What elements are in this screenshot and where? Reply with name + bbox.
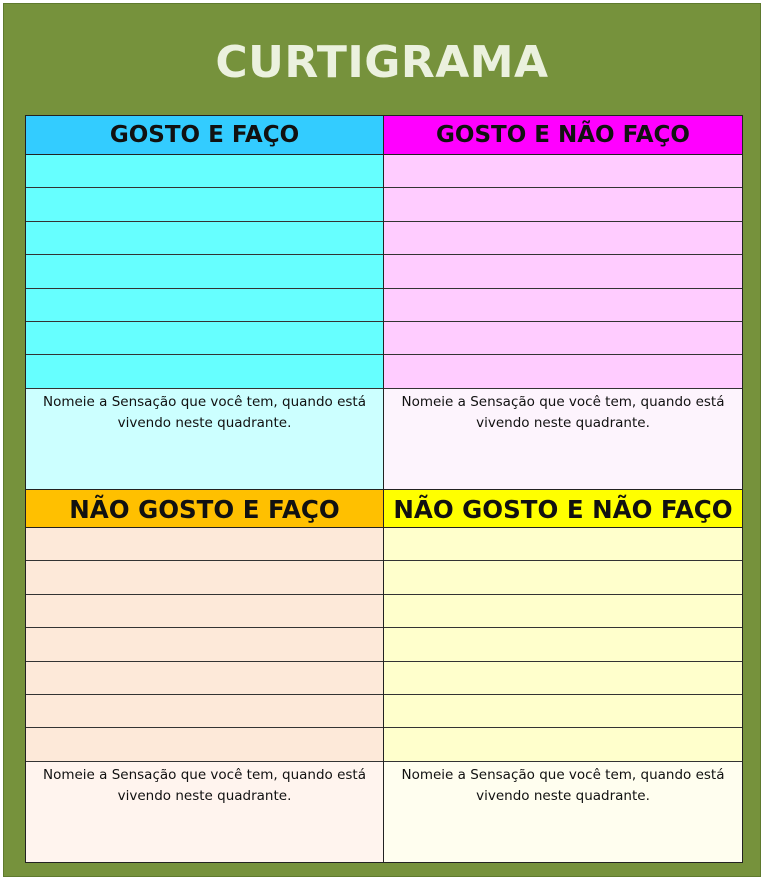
entry-row[interactable] bbox=[26, 561, 383, 594]
entry-row[interactable] bbox=[26, 255, 383, 288]
entry-row[interactable] bbox=[384, 595, 742, 628]
quadrant-gosto-e-faco bbox=[26, 116, 384, 489]
entry-row[interactable] bbox=[26, 595, 383, 628]
quadrant-heading: GOSTO E FAÇO bbox=[26, 116, 383, 155]
quadrant-nao-gosto-e-faco bbox=[26, 489, 384, 862]
entry-row[interactable] bbox=[26, 628, 383, 661]
entry-row[interactable] bbox=[26, 188, 383, 221]
entry-row[interactable] bbox=[384, 528, 742, 561]
sensation-prompt: Nomeie a Sensação que você tem, quando está vivendo neste quadrante. bbox=[401, 766, 725, 804]
entry-row[interactable] bbox=[26, 289, 383, 322]
entry-row[interactable] bbox=[384, 628, 742, 661]
entry-row[interactable] bbox=[384, 728, 742, 761]
entry-row[interactable] bbox=[384, 695, 742, 728]
entry-rows bbox=[26, 528, 383, 762]
entry-row[interactable] bbox=[384, 188, 742, 221]
entry-row[interactable] bbox=[26, 695, 383, 728]
quadrant-heading: NÃO GOSTO E FAÇO bbox=[26, 489, 383, 528]
entry-row[interactable] bbox=[384, 662, 742, 695]
quadrant-heading: NÃO GOSTO E NÃO FAÇO bbox=[384, 489, 742, 528]
entry-row[interactable] bbox=[26, 662, 383, 695]
entry-row[interactable] bbox=[26, 528, 383, 561]
worksheet-frame bbox=[3, 3, 761, 877]
entry-row[interactable] bbox=[384, 322, 742, 355]
quadrant-grid bbox=[25, 115, 743, 863]
quadrant-heading: GOSTO E NÃO FAÇO bbox=[384, 116, 742, 155]
quadrant-gosto-e-nao-faco bbox=[384, 116, 742, 489]
entry-row[interactable] bbox=[26, 728, 383, 761]
entry-row[interactable] bbox=[384, 355, 742, 388]
entry-rows bbox=[26, 155, 383, 389]
page-title: CURTIGRAMA bbox=[215, 37, 549, 88]
entry-row[interactable] bbox=[26, 322, 383, 355]
entry-row[interactable] bbox=[384, 289, 742, 322]
entry-rows bbox=[384, 528, 742, 762]
sensation-prompt: Nomeie a Sensação que você tem, quando está vivendo neste quadrante. bbox=[42, 766, 366, 804]
sensation-prompt: Nomeie a Sensação que você tem, quando está vivendo neste quadrante. bbox=[42, 393, 366, 431]
sensation-prompt: Nomeie a Sensação que você tem, quando está vivendo neste quadrante. bbox=[401, 393, 725, 431]
entry-row[interactable] bbox=[26, 155, 383, 188]
entry-row[interactable] bbox=[384, 255, 742, 288]
entry-row[interactable] bbox=[26, 355, 383, 388]
quadrant-nao-gosto-e-nao-faco bbox=[384, 489, 742, 862]
entry-row[interactable] bbox=[384, 155, 742, 188]
entry-row[interactable] bbox=[384, 222, 742, 255]
entry-row[interactable] bbox=[26, 222, 383, 255]
entry-rows bbox=[384, 155, 742, 389]
entry-row[interactable] bbox=[384, 561, 742, 594]
